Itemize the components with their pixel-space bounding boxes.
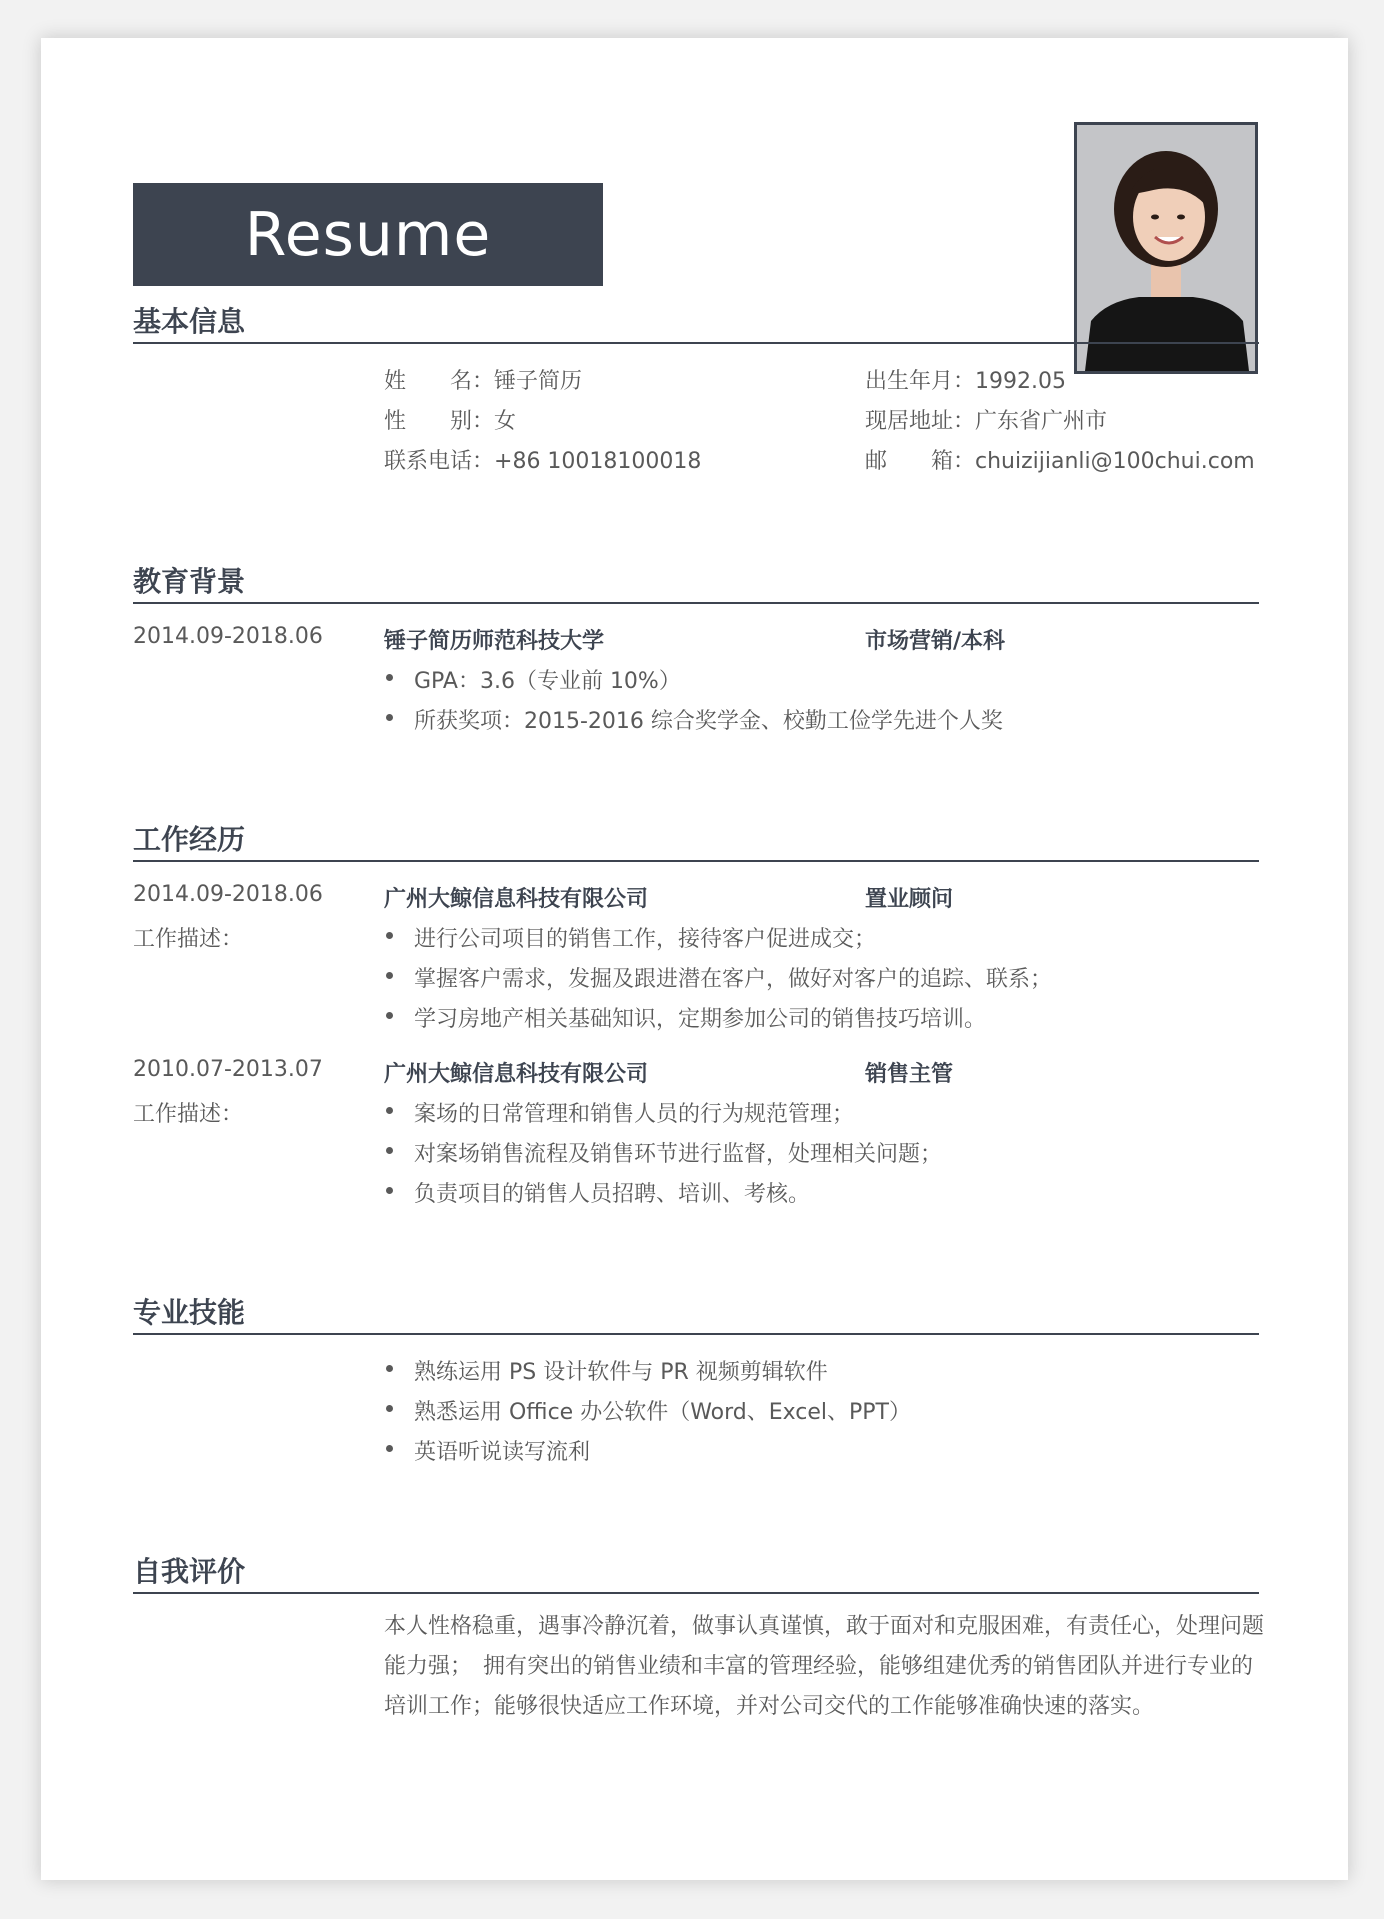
section-title-education: 教育背景 [133, 565, 246, 598]
list-item: 负责项目的销售人员招聘、培训、考核。 [414, 1177, 810, 1208]
job-desc-label: 工作描述： [133, 927, 244, 952]
gender-row [384, 404, 516, 435]
section-title-self-eval: 自我评价 [133, 1555, 246, 1588]
phone-label: 联系电话： [384, 449, 495, 474]
list-item: 熟练运用 PS 设计软件与 PR 视频剪辑软件 [414, 1355, 828, 1386]
education-date: 2014.09-2018.06 [133, 624, 323, 649]
title-banner [133, 183, 603, 286]
name-value: 锤子简历 [494, 369, 583, 394]
email-row [865, 444, 1255, 475]
resume-page [41, 38, 1348, 1880]
divider [133, 602, 1259, 604]
profile-photo [1074, 122, 1258, 374]
bullet-icon [386, 932, 393, 939]
job-position: 销售主管 [865, 1062, 954, 1087]
job-company: 广州大鲸信息科技有限公司 [384, 1062, 649, 1087]
list-item: 所获奖项：2015-2016 综合奖学金、校勤工俭学先进个人奖 [414, 704, 1003, 735]
phone-value: +86 10018100018 [494, 449, 702, 474]
job-position: 置业顾问 [865, 887, 954, 912]
name-row [384, 364, 582, 395]
address-label: 现居地址： [865, 409, 976, 434]
address-row [865, 404, 1107, 435]
bullet-icon [386, 1405, 393, 1412]
job-date: 2014.09-2018.06 [133, 882, 323, 907]
bullet-icon [386, 674, 393, 681]
birth-row [865, 364, 1066, 395]
bullet-icon [386, 1445, 393, 1452]
section-title-work: 工作经历 [133, 823, 246, 856]
email-value[interactable]: chuizijianli@100chui.com [975, 449, 1255, 474]
bullet-icon [386, 1012, 393, 1019]
section-title-skills: 专业技能 [133, 1296, 246, 1329]
list-item: 英语听说读写流利 [414, 1435, 590, 1466]
job-company: 广州大鲸信息科技有限公司 [384, 887, 649, 912]
birth-label: 出生年月： [865, 369, 976, 394]
list-item: 掌握客户需求，发掘及跟进潜在客户，做好对客户的追踪、联系； [414, 962, 1052, 993]
bullet-icon [386, 1187, 393, 1194]
list-item: 案场的日常管理和销售人员的行为规范管理； [414, 1097, 854, 1128]
list-item: 进行公司项目的销售工作，接待客户促进成交； [414, 922, 876, 953]
job-desc-label: 工作描述： [133, 1102, 244, 1127]
section-title-basic: 基本信息 [133, 305, 246, 338]
bullet-icon [386, 1365, 393, 1372]
gender-label: 性 别： [384, 409, 495, 434]
divider [133, 1333, 1259, 1335]
list-item: 学习房地产相关基础知识，定期参加公司的销售技巧培训。 [414, 1002, 986, 1033]
resume-title: Resume [244, 199, 492, 270]
bullet-icon [386, 714, 393, 721]
address-value: 广东省广州市 [975, 409, 1108, 434]
divider [133, 342, 1259, 344]
birth-value: 1992.05 [975, 369, 1066, 394]
list-item: GPA：3.6（专业前 10%） [414, 664, 681, 695]
phone-row [384, 444, 701, 475]
self-eval-text: 本人性格稳重，遇事冷静沉着，做事认真谨慎，敢于面对和克服困难，有责任心，处理问题能力强； 拥有突出的销售业绩和丰富的管理经验，能够组建优秀的销售团队并进行专业的培训工作；能够很快适应工作环境，并对公司交代的工作能够准确快速的落实。 [384, 1614, 1265, 1719]
email-label: 邮 箱： [865, 449, 976, 474]
gender-value: 女 [494, 409, 517, 434]
list-item: 熟悉运用 Office 办公软件（Word、Excel、PPT） [414, 1395, 911, 1426]
name-label: 姓 名： [384, 369, 495, 394]
job-date: 2010.07-2013.07 [133, 1057, 323, 1082]
divider [133, 860, 1259, 862]
divider [133, 1592, 1259, 1594]
list-item: 对案场销售流程及销售环节进行监督，处理相关问题； [414, 1137, 942, 1168]
education-school: 锤子简历师范科技大学 [384, 629, 605, 654]
bullet-icon [386, 1107, 393, 1114]
bullet-icon [386, 972, 393, 979]
education-major: 市场营销/本科 [865, 629, 1006, 654]
bullet-icon [386, 1147, 393, 1154]
